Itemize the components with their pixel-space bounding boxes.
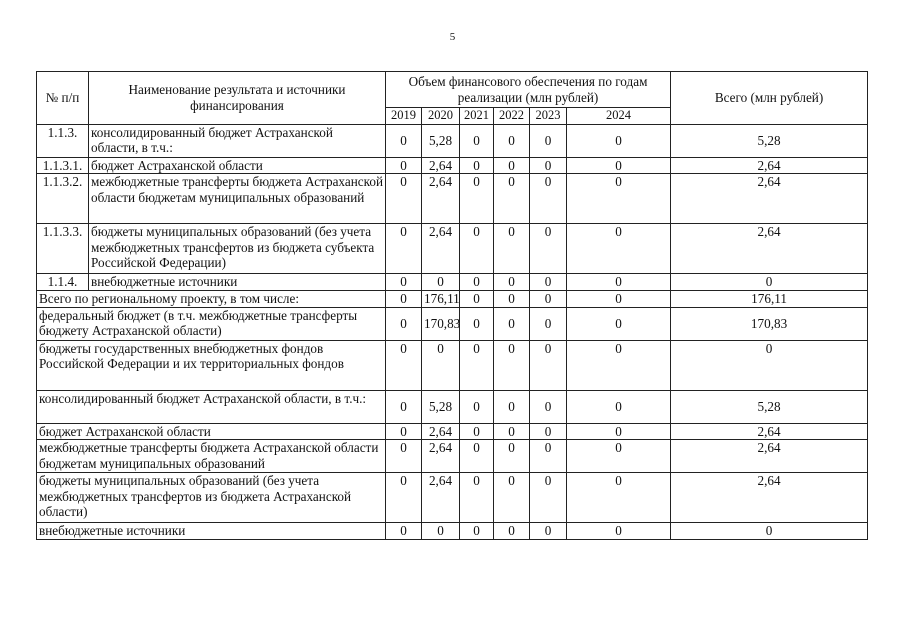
- year-value: 0: [460, 523, 494, 540]
- row-code: 1.1.3.2.: [37, 174, 89, 224]
- summary-total: 2,64: [671, 423, 868, 440]
- year-value: 0: [422, 523, 460, 540]
- year-value: 0: [460, 440, 494, 473]
- table-row: [37, 124, 868, 157]
- year-value: 0: [530, 473, 567, 523]
- year-value: 0: [494, 307, 530, 340]
- table-row: [37, 157, 868, 174]
- year-value: 0: [530, 423, 567, 440]
- year-value: 2,64: [422, 174, 460, 224]
- year-value: 0: [386, 423, 422, 440]
- year-value: 0: [386, 473, 422, 523]
- header-name: Наименование результата и источники финансирования: [89, 72, 386, 125]
- year-value: 0: [494, 274, 530, 291]
- year-value: 0: [567, 473, 671, 523]
- summary-name: бюджет Астраханской области: [37, 423, 386, 440]
- row-code: 1.1.4.: [37, 274, 89, 291]
- year-value: 0: [494, 523, 530, 540]
- year-value: 0: [530, 174, 567, 224]
- year-header: 2021: [460, 108, 494, 125]
- year-value: 2,64: [422, 423, 460, 440]
- year-value: 0: [386, 523, 422, 540]
- summary-name: внебюджетные источники: [37, 523, 386, 540]
- year-value: 0: [460, 340, 494, 390]
- row-total: 2,64: [671, 224, 868, 274]
- summary-total: 176,11: [671, 290, 868, 307]
- year-header: 2024: [567, 108, 671, 125]
- year-value: 0: [494, 340, 530, 390]
- summary-row: [37, 340, 868, 390]
- table-row: [37, 274, 868, 291]
- year-value: 0: [386, 307, 422, 340]
- year-value: 0: [386, 157, 422, 174]
- summary-row: [37, 390, 868, 423]
- year-value: 0: [460, 124, 494, 157]
- row-total: 5,28: [671, 124, 868, 157]
- year-value: 0: [386, 440, 422, 473]
- year-value: 0: [460, 473, 494, 523]
- row-total: 2,64: [671, 174, 868, 224]
- year-value: 0: [567, 340, 671, 390]
- summary-name: бюджеты муниципальных образований (без учета межбюджетных трансфертов из бюджета Астраханской области): [37, 473, 386, 523]
- year-header: 2022: [494, 108, 530, 125]
- year-value: 0: [567, 290, 671, 307]
- row-name: бюджет Астраханской области: [89, 157, 386, 174]
- year-value: 0: [386, 290, 422, 307]
- header-total: Всего (млн рублей): [671, 72, 868, 125]
- year-value: 0: [567, 157, 671, 174]
- year-value: 0: [460, 390, 494, 423]
- year-value: 2,64: [422, 157, 460, 174]
- year-value: 0: [530, 307, 567, 340]
- year-value: 0: [460, 307, 494, 340]
- summary-row: [37, 523, 868, 540]
- year-value: 0: [567, 307, 671, 340]
- year-value: 0: [530, 157, 567, 174]
- year-value: 0: [494, 390, 530, 423]
- year-value: 0: [460, 174, 494, 224]
- year-value: 0: [567, 523, 671, 540]
- summary-total: 0: [671, 340, 868, 390]
- year-value: 170,83: [422, 307, 460, 340]
- year-value: 0: [567, 390, 671, 423]
- summary-row: [37, 440, 868, 473]
- summary-row: [37, 307, 868, 340]
- summary-name: бюджеты государственных внебюджетных фондов Российской Федерации и их территориальных фондов: [37, 340, 386, 390]
- year-value: 0: [386, 124, 422, 157]
- year-value: 2,64: [422, 473, 460, 523]
- year-value: 0: [530, 290, 567, 307]
- year-value: 0: [422, 340, 460, 390]
- year-value: 0: [460, 423, 494, 440]
- summary-total: 0: [671, 523, 868, 540]
- funding-table: [36, 71, 868, 540]
- year-value: 0: [386, 340, 422, 390]
- year-header: 2019: [386, 108, 422, 125]
- row-total: 0: [671, 274, 868, 291]
- year-value: 0: [530, 224, 567, 274]
- year-value: 0: [530, 440, 567, 473]
- year-value: 5,28: [422, 390, 460, 423]
- summary-name: межбюджетные трансферты бюджета Астраханской области бюджетам муниципальных образований: [37, 440, 386, 473]
- page-number: 5: [449, 31, 456, 43]
- row-code: 1.1.3.1.: [37, 157, 89, 174]
- summary-total: 5,28: [671, 390, 868, 423]
- year-value: 0: [494, 157, 530, 174]
- year-value: 0: [494, 290, 530, 307]
- summary-row: [37, 290, 868, 307]
- year-header: 2023: [530, 108, 567, 125]
- year-value: 0: [567, 224, 671, 274]
- year-value: 0: [494, 440, 530, 473]
- table-row: [37, 224, 868, 274]
- row-code: 1.1.3.: [37, 124, 89, 157]
- year-value: 0: [386, 390, 422, 423]
- summary-total: 170,83: [671, 307, 868, 340]
- summary-name: Всего по региональному проекту, в том числе:: [37, 290, 386, 307]
- year-value: 0: [530, 274, 567, 291]
- row-name: внебюджетные источники: [89, 274, 386, 291]
- year-value: 0: [460, 224, 494, 274]
- year-value: 0: [567, 124, 671, 157]
- header-volume: Объем финансового обеспечения по годам реализации (млн рублей): [386, 72, 671, 108]
- year-value: 0: [567, 274, 671, 291]
- year-value: 0: [386, 274, 422, 291]
- year-value: 0: [494, 423, 530, 440]
- year-value: 2,64: [422, 224, 460, 274]
- year-value: 0: [567, 423, 671, 440]
- year-value: 0: [494, 473, 530, 523]
- summary-name: федеральный бюджет (в т.ч. межбюджетные трансферты бюджету Астраханской области): [37, 307, 386, 340]
- year-value: 5,28: [422, 124, 460, 157]
- year-value: 0: [530, 124, 567, 157]
- year-value: 0: [386, 174, 422, 224]
- summary-total: 2,64: [671, 473, 868, 523]
- summary-name: консолидированный бюджет Астраханской области, в т.ч.:: [37, 390, 386, 423]
- year-value: 0: [567, 174, 671, 224]
- year-value: 2,64: [422, 440, 460, 473]
- year-value: 0: [530, 390, 567, 423]
- row-name: межбюджетные трансферты бюджета Астраханской области бюджетам муниципальных образований: [89, 174, 386, 224]
- year-value: 0: [530, 340, 567, 390]
- summary-row: [37, 473, 868, 523]
- year-value: 0: [422, 274, 460, 291]
- row-name: бюджеты муниципальных образований (без учета межбюджетных трансфертов из бюджета субъекта Российской Федерации): [89, 224, 386, 274]
- year-value: 0: [530, 523, 567, 540]
- year-value: 0: [494, 174, 530, 224]
- year-value: 0: [494, 124, 530, 157]
- row-code: 1.1.3.3.: [37, 224, 89, 274]
- year-value: 0: [460, 157, 494, 174]
- year-value: 0: [460, 290, 494, 307]
- table-row: [37, 174, 868, 224]
- row-total: 2,64: [671, 157, 868, 174]
- year-value: 0: [460, 274, 494, 291]
- summary-row: [37, 423, 868, 440]
- row-name: консолидированный бюджет Астраханской области, в т.ч.:: [89, 124, 386, 157]
- year-value: 0: [386, 224, 422, 274]
- year-value: 0: [494, 224, 530, 274]
- year-header: 2020: [422, 108, 460, 125]
- header-no: № п/п: [37, 72, 89, 125]
- summary-total: 2,64: [671, 440, 868, 473]
- year-value: 0: [567, 440, 671, 473]
- year-value: 176,11: [422, 290, 460, 307]
